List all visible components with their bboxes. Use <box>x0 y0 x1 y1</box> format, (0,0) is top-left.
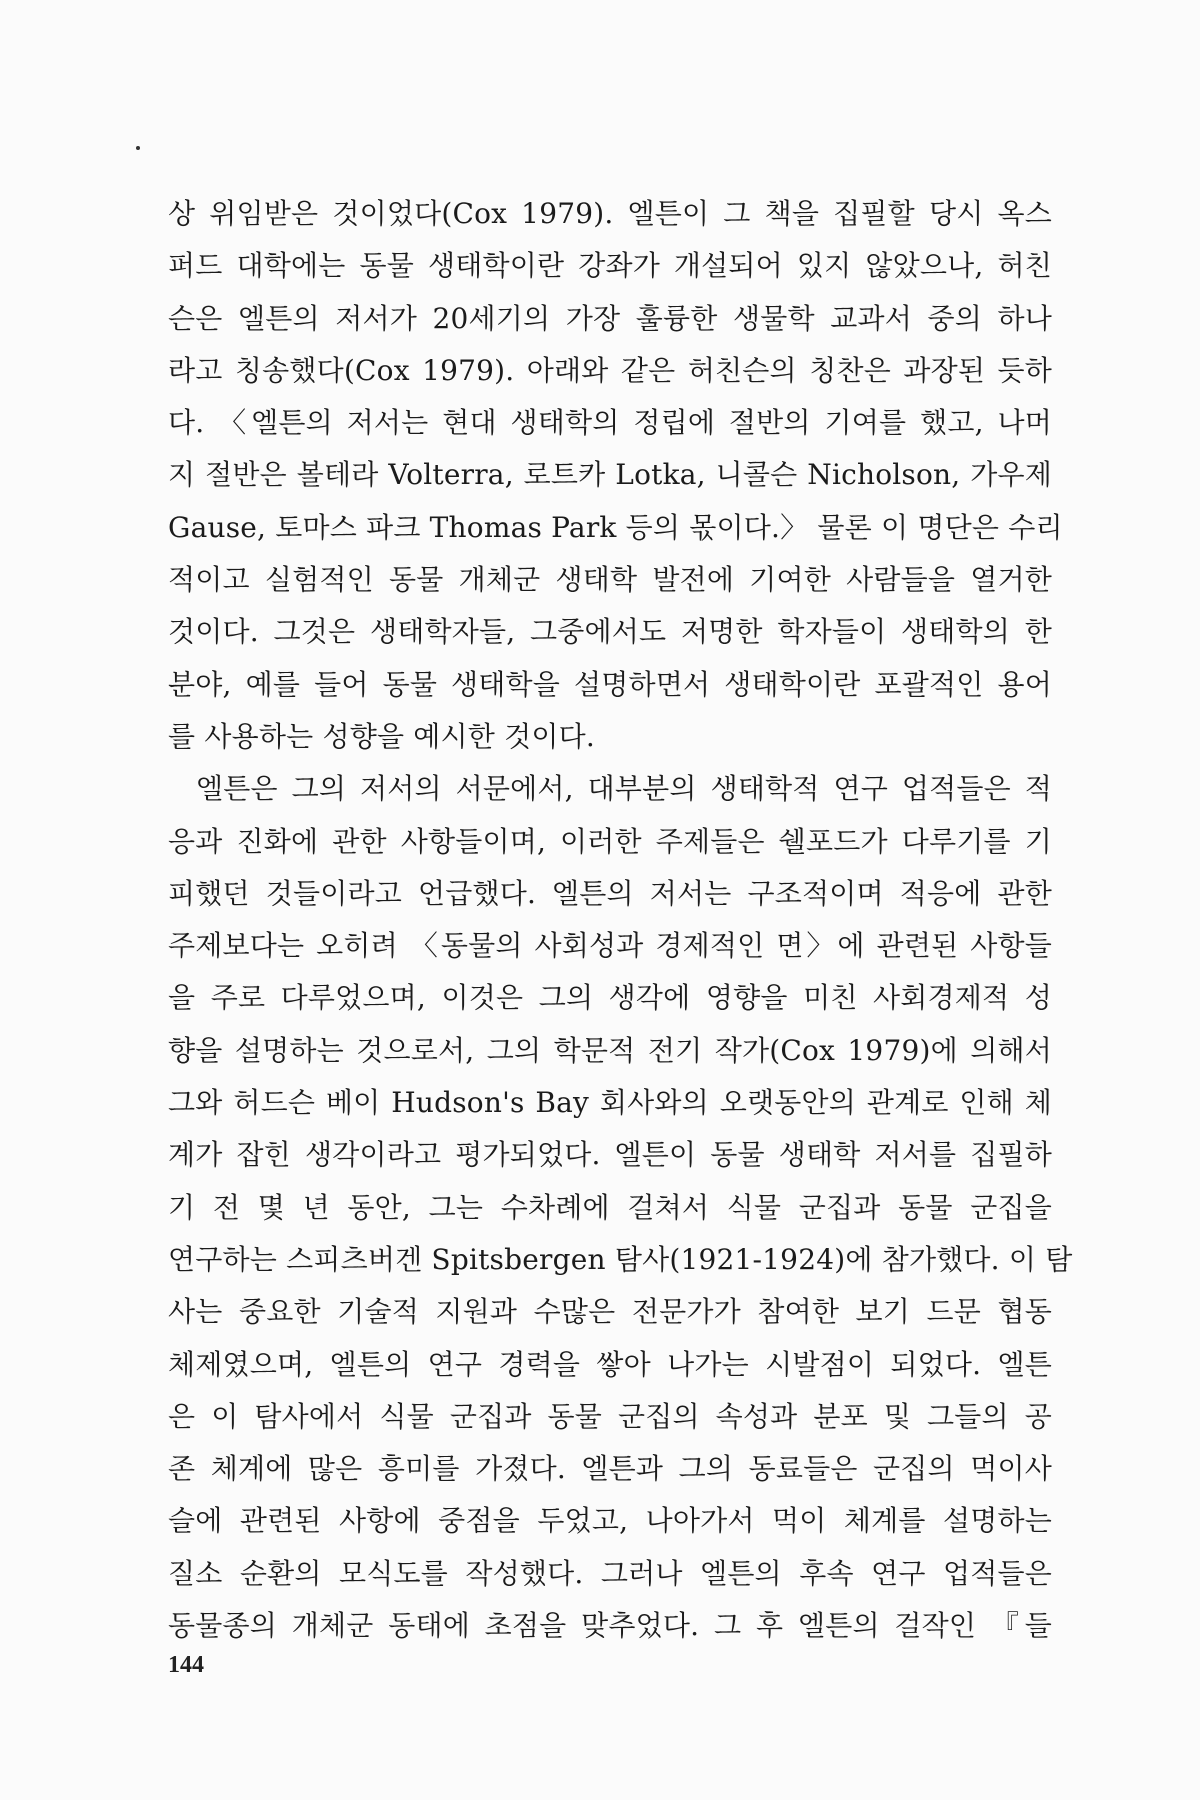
paragraph-1 <box>168 188 1063 763</box>
text-line: 을 주로 다루었으며, 이것은 그의 생각에 영향을 미친 사회경제적 성 <box>168 981 1052 1015</box>
text-line: 지 절반은 볼테라 Volterra, 로트카 Lotka, 니콜슨 Nicholson, 가우제 <box>168 458 1052 492</box>
text-line: 질소 순환의 모식도를 작성했다. 그러나 엘튼의 후속 연구 업적들은 <box>168 1556 1052 1590</box>
stray-mark <box>136 146 140 150</box>
text-line: 기 전 몇 년 동안, 그는 수차례에 걸쳐서 식물 군집과 동물 군집을 <box>168 1190 1052 1224</box>
text-line: Gause, 토마스 파크 Thomas Park 등의 몫이다.〉 물론 이 명단은 수리 <box>168 510 1063 544</box>
text-line: 슬에 관련된 사항에 중점을 두었고, 나아가서 먹이 체계를 설명하는 <box>168 1504 1052 1538</box>
text-line: 분야, 예를 들어 동물 생태학을 설명하면서 생태학이란 포괄적인 용어 <box>168 667 1052 701</box>
text-line: 응과 진화에 관한 사항들이며, 이러한 주제들은 쉘포드가 다루기를 기 <box>168 824 1052 858</box>
text-line: 엘튼은 그의 저서의 서문에서, 대부분의 생태학적 연구 업적들은 적 <box>196 772 1052 806</box>
text-line: 라고 칭송했다(Cox 1979). 아래와 같은 허친슨의 칭찬은 과장된 듯하 <box>168 353 1052 387</box>
text-line: 계가 잡힌 생각이라고 평가되었다. 엘튼이 동물 생태학 저서를 집필하 <box>168 1138 1052 1172</box>
body-text <box>168 188 1073 1652</box>
text-line: 주제보다는 오히려 〈동물의 사회성과 경제적인 면〉에 관련된 사항들 <box>168 929 1052 963</box>
text-line: 향을 설명하는 것으로서, 그의 학문적 전기 작가(Cox 1979)에 의해서 <box>168 1033 1052 1067</box>
page-number: 144 <box>168 1652 204 1678</box>
text-line: 체제였으며, 엘튼의 연구 경력을 쌓아 나가는 시발점이 되었다. 엘튼 <box>168 1347 1052 1381</box>
text-line: 다. 〈엘튼의 저서는 현대 생태학의 정립에 절반의 기여를 했고, 나머 <box>168 406 1052 440</box>
text-line: 퍼드 대학에는 동물 생태학이란 강좌가 개설되어 있지 않았으나, 허친 <box>168 249 1052 283</box>
text-line: 그와 허드슨 베이 Hudson's Bay 회사와의 오랫동안의 관계로 인해 체 <box>168 1086 1052 1120</box>
text-line: 존 체계에 많은 흥미를 가졌다. 엘튼과 그의 동료들은 군집의 먹이사 <box>168 1452 1052 1486</box>
text-line: 슨은 엘튼의 저서가 20세기의 가장 훌륭한 생물학 교과서 중의 하나 <box>168 301 1052 335</box>
text-line: 연구하는 스피츠버겐 Spitsbergen 탐사(1921-1924)에 참가했다. 이 탐 <box>168 1242 1073 1276</box>
text-line: 상 위임받은 것이었다(Cox 1979). 엘튼이 그 책을 집필할 당시 옥스 <box>168 197 1052 230</box>
paragraph-2 <box>168 763 1073 1652</box>
text-line: 적이고 실험적인 동물 개체군 생태학 발전에 기여한 사람들을 열거한 <box>168 563 1052 597</box>
text-line: 동물종의 개체군 동태에 초점을 맞추었다. 그 후 엘튼의 걸작인 『들 <box>168 1609 1052 1643</box>
text-line: 피했던 것들이라고 언급했다. 엘튼의 저서는 구조적이며 적응에 관한 <box>168 876 1052 910</box>
text-line: 사는 중요한 기술적 지원과 수많은 전문가가 참여한 보기 드문 협동 <box>168 1295 1052 1329</box>
text-line: 것이다. 그것은 생태학자들, 그중에서도 저명한 학자들이 생태학의 한 <box>168 615 1052 649</box>
text-line: 은 이 탐사에서 식물 군집과 동물 군집의 속성과 분포 및 그들의 공 <box>168 1399 1052 1433</box>
text-line: 를 사용하는 성향을 예시한 것이다. <box>168 719 595 753</box>
